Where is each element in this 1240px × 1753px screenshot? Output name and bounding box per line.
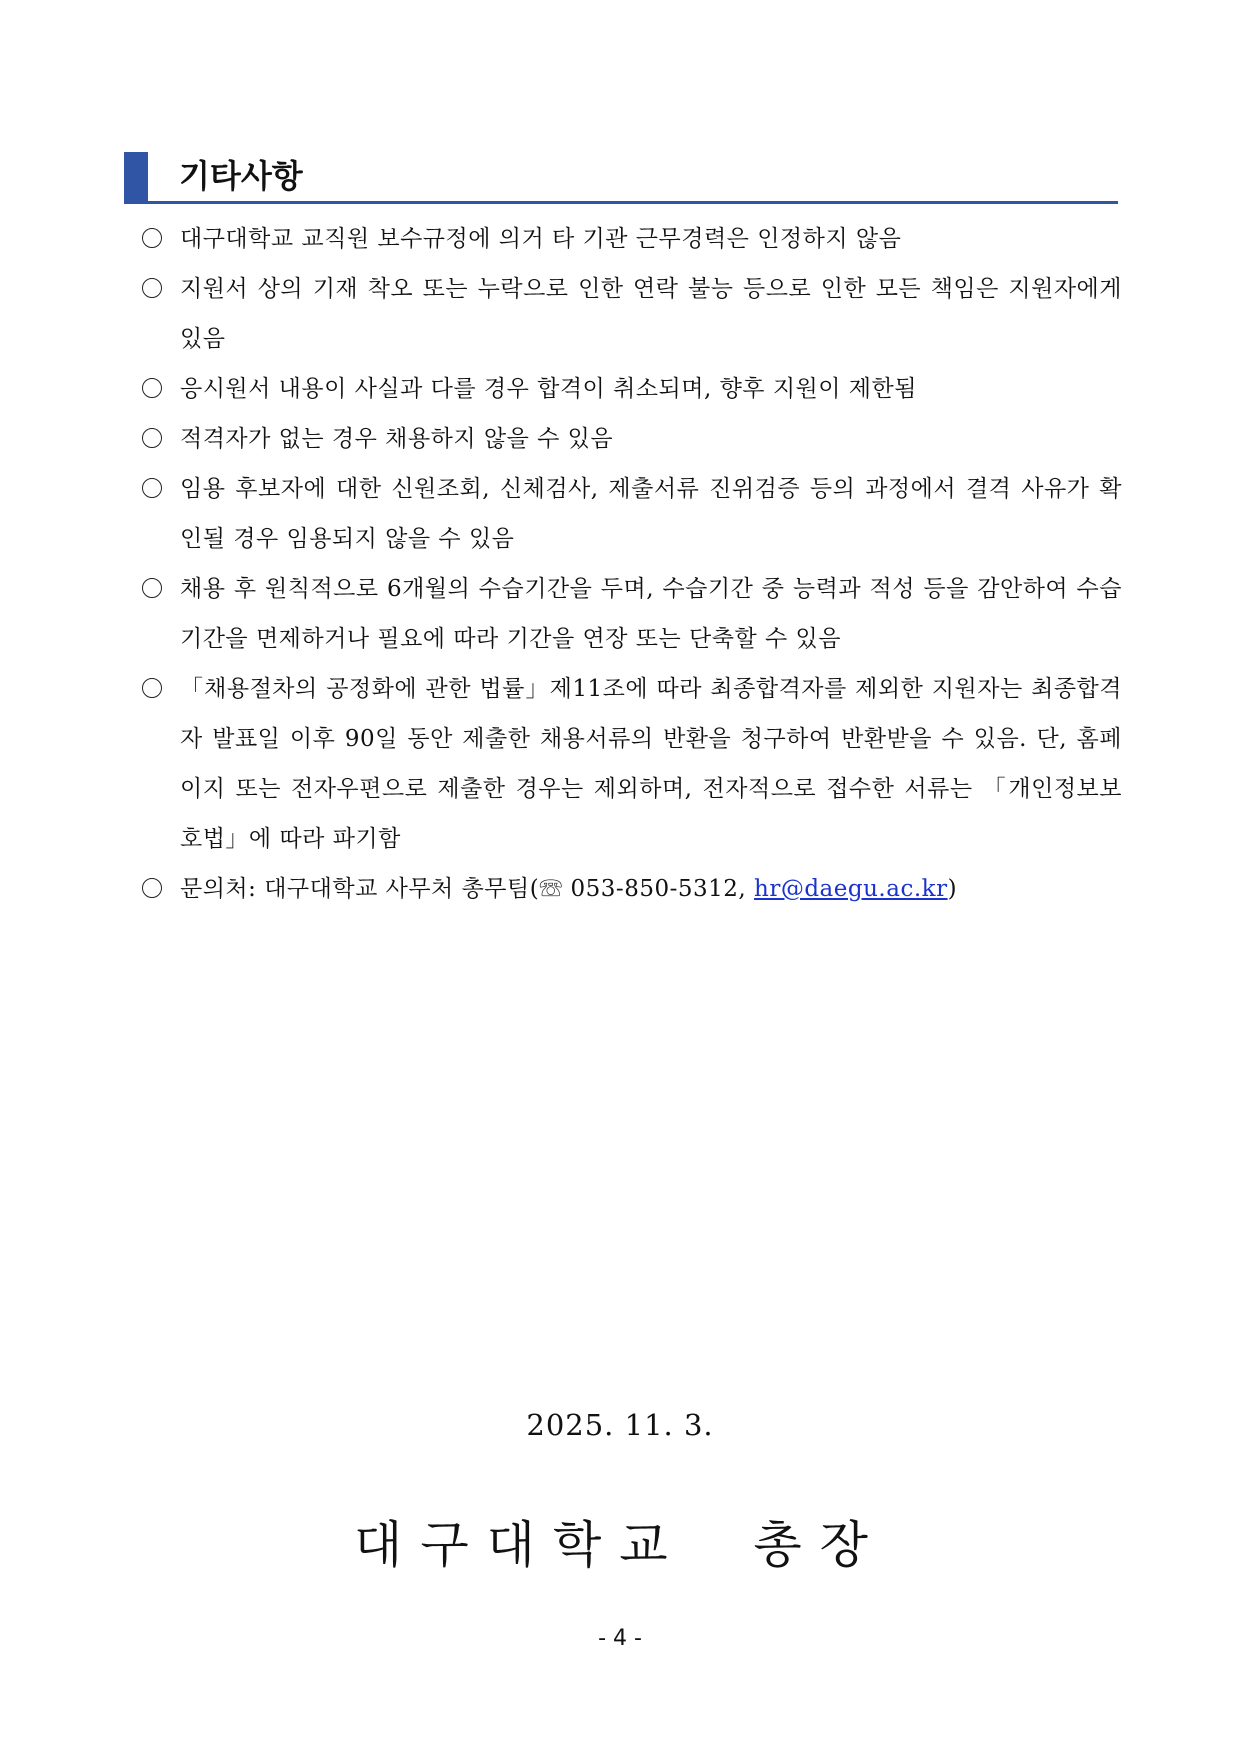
- notice-item: [140, 414, 1122, 464]
- notice-item: [140, 564, 1122, 664]
- section-underline: [124, 201, 1118, 204]
- email-link[interactable]: hr@daegu.ac.kr: [754, 876, 948, 902]
- notice-text: 응시원서 내용이 사실과 다를 경우 합격이 취소되며, 향후 지원이 제한됨: [180, 376, 917, 402]
- page-number: - 4 -: [598, 1626, 642, 1651]
- contact-suffix: ): [947, 876, 958, 902]
- contact-text: [180, 864, 1122, 914]
- circle-bullet-icon: [142, 228, 162, 248]
- notice-item: [140, 264, 1122, 364]
- circle-bullet-icon: [142, 678, 162, 698]
- circle-bullet-icon: [142, 428, 162, 448]
- notice-item: [140, 364, 1122, 414]
- notice-text: 임용 후보자에 대한 신원조회, 신체검사, 제출서류 진위검증 등의 과정에서 결격 사유가 확인될 경우 임용되지 않을 수 있음: [180, 476, 1122, 552]
- circle-bullet-icon: [142, 378, 162, 398]
- notice-item: [140, 214, 1122, 264]
- document-date: 2025. 11. 3.: [526, 1408, 714, 1442]
- circle-bullet-icon: [142, 878, 162, 898]
- notice-text: 채용 후 원칙적으로 6개월의 수습기간을 두며, 수습기간 중 능력과 적성 등을 감안하여 수습기간을 면제하거나 필요에 따라 기간을 연장 또는 단축할 수 있음: [180, 576, 1122, 652]
- circle-bullet-icon: [142, 478, 162, 498]
- section-header: [124, 152, 1118, 204]
- notice-item: [140, 664, 1122, 864]
- contact-prefix: 문의처: 대구대학교 사무처 총무팀(☏ 053-850-5312,: [180, 876, 755, 902]
- notice-text: 「채용절차의 공정화에 관한 법률」제11조에 따라 최종합격자를 제외한 지원자는 최종합격자 발표일 이후 90일 동안 제출한 채용서류의 반환을 청구하여 반환받을 수 있음. 단, 홈페이지 또는 전자우편으로 제출한 경우는 제외하며, 전자적으로 접수한 서류는 「개인정보보호법」에 따라 파기함: [180, 676, 1122, 852]
- notice-text: 지원서 상의 기재 착오 또는 누락으로 인한 연락 불능 등으로 인한 모든 책임은 지원자에게 있음: [180, 276, 1122, 352]
- notice-text: 대구대학교 교직원 보수규정에 의거 타 기관 근무경력은 인정하지 않음: [180, 226, 902, 252]
- circle-bullet-icon: [142, 578, 162, 598]
- circle-bullet-icon: [142, 278, 162, 298]
- section-accent-bar: [124, 152, 148, 202]
- section-title: 기타사항: [179, 157, 303, 195]
- notice-list: [140, 214, 1122, 914]
- notice-text: 적격자가 없는 경우 채용하지 않을 수 있음: [180, 426, 614, 452]
- signature-line: 대구대학교 총장: [354, 1516, 886, 1574]
- contact-item: [140, 864, 1122, 914]
- notice-item: [140, 464, 1122, 564]
